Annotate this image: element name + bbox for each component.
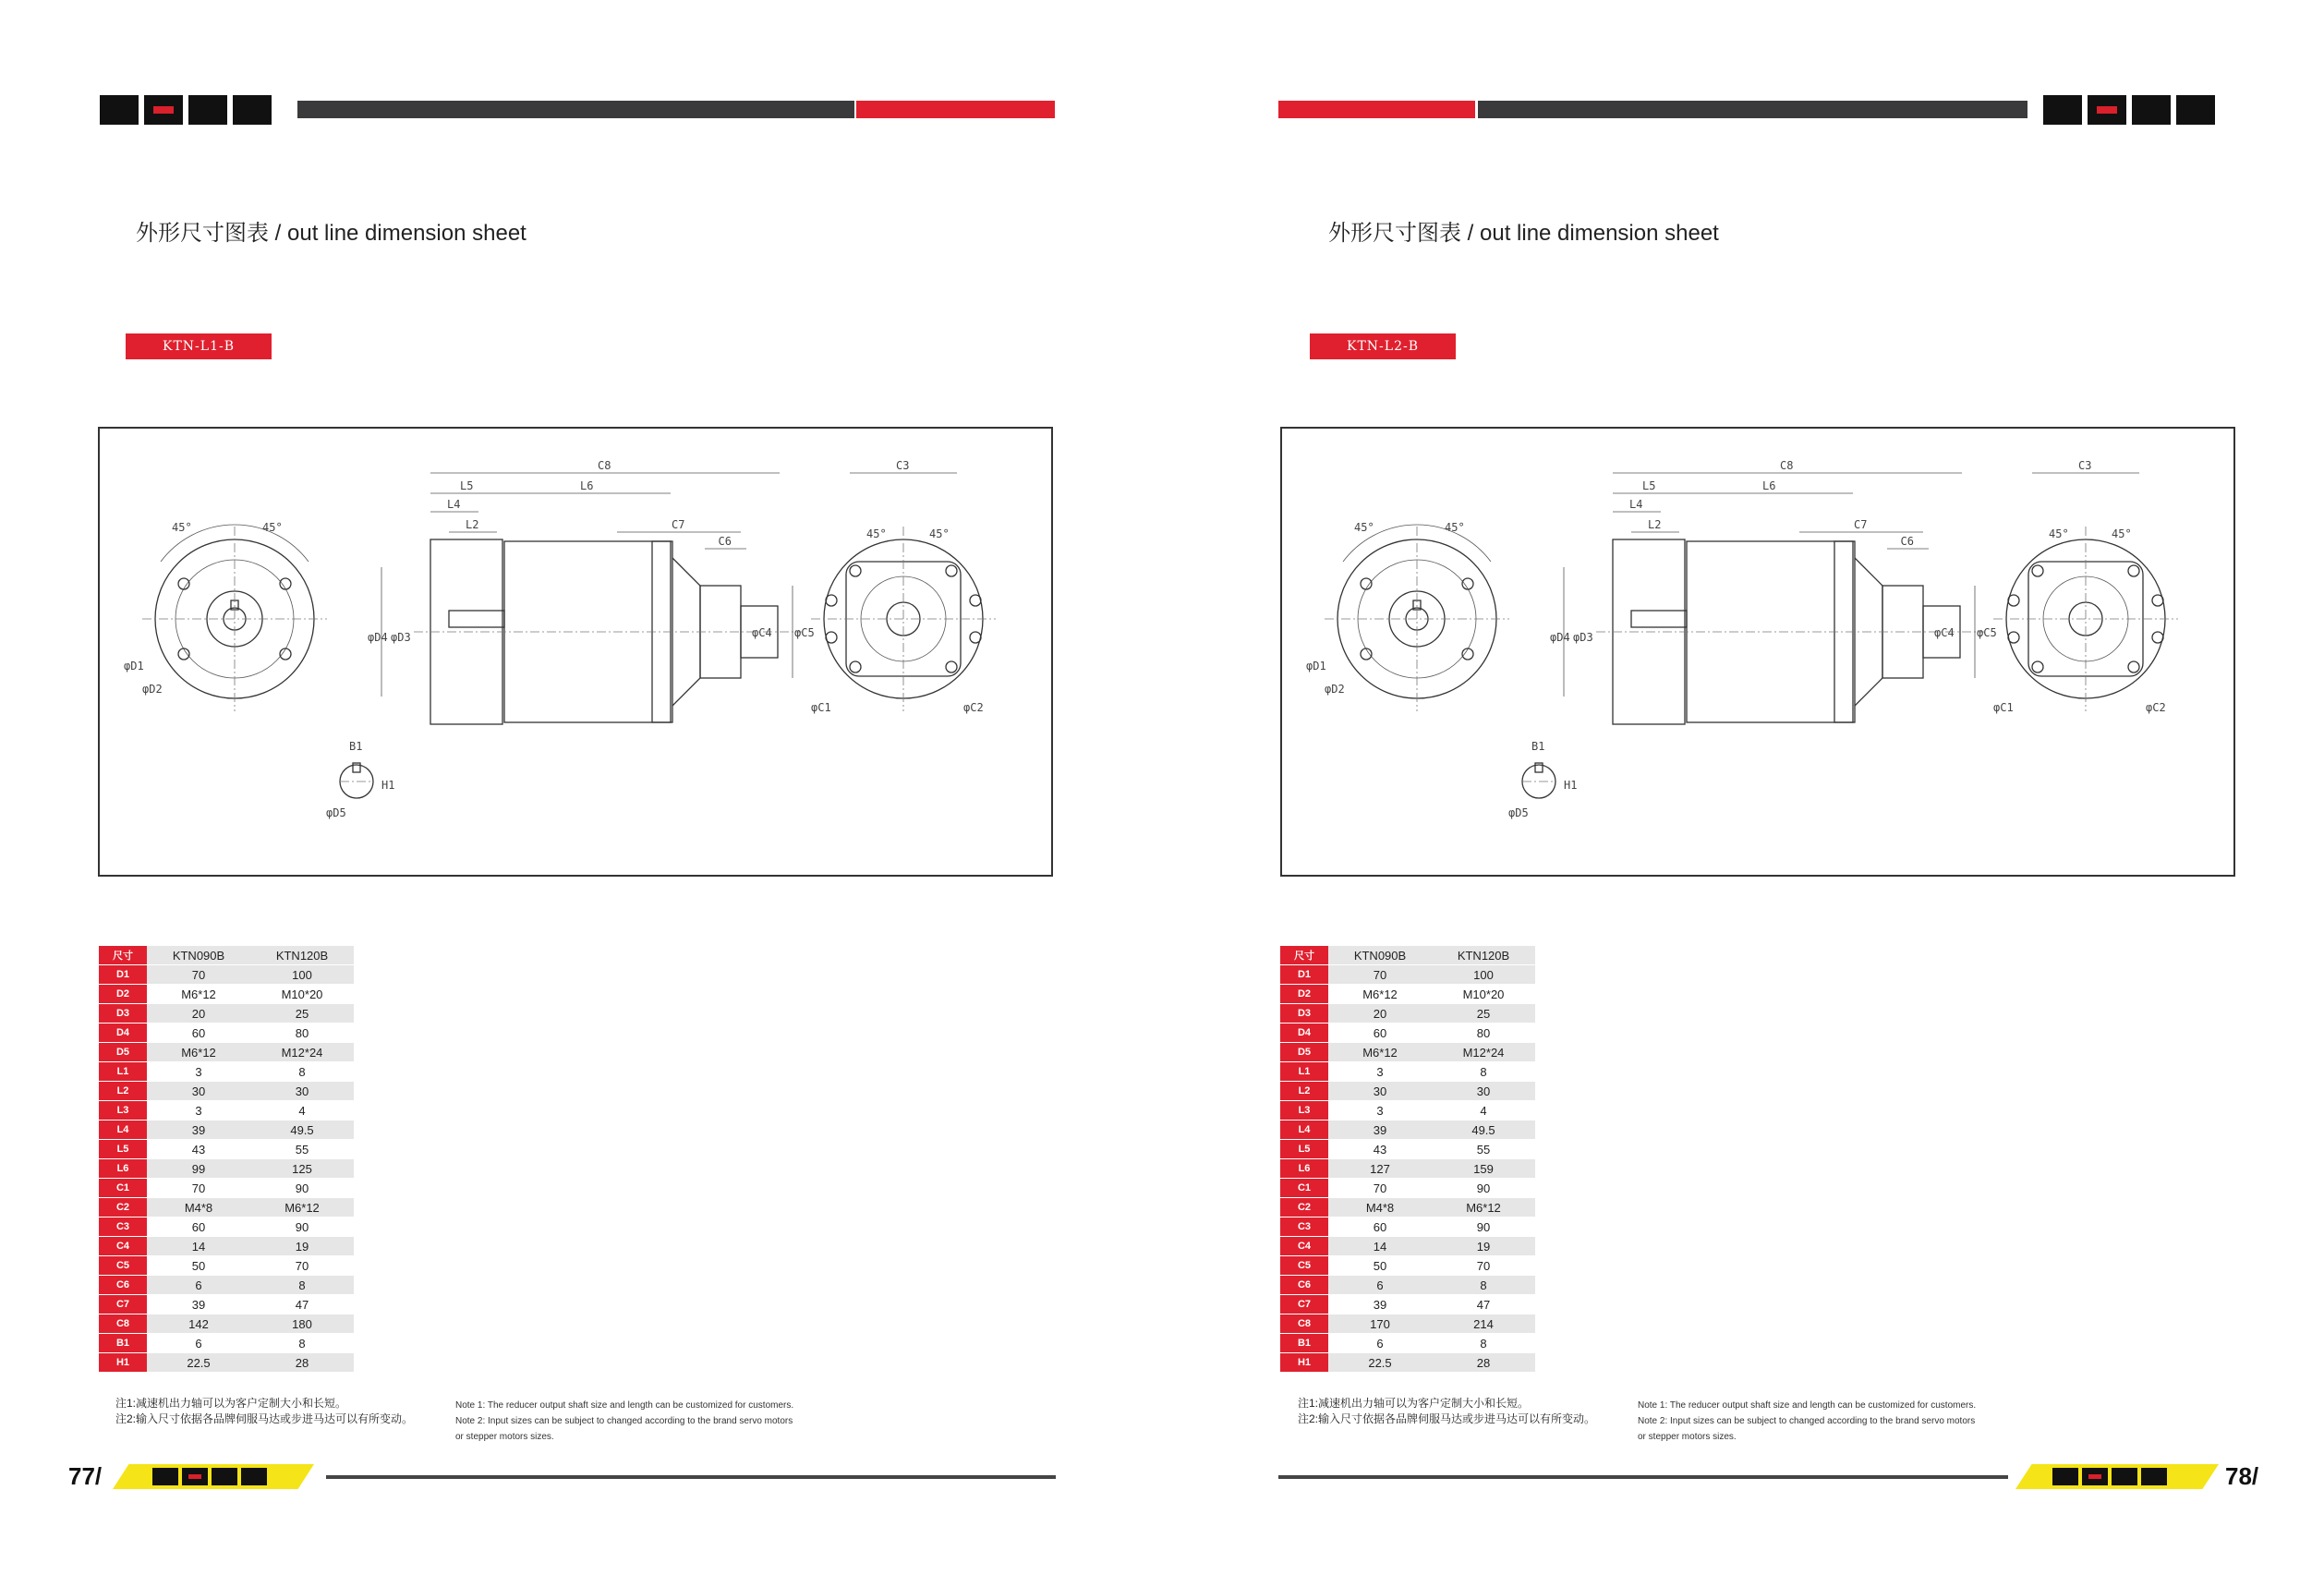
dim-label: L4	[447, 498, 461, 511]
bolt-hole	[946, 565, 957, 576]
dimension-table	[99, 946, 354, 1373]
table-row	[1280, 1004, 1535, 1024]
table-row	[99, 1276, 354, 1295]
dimension-key: B1	[1280, 1334, 1328, 1353]
dimension-value: 47	[1432, 1295, 1535, 1314]
dimension-value: 70	[147, 965, 250, 985]
dimension-value: M6*12	[250, 1198, 354, 1218]
footer-line	[326, 1475, 1056, 1479]
dimension-value: M12*24	[250, 1043, 354, 1062]
dimension-value: 39	[1328, 1295, 1432, 1314]
dimension-value: 70	[1328, 1179, 1432, 1198]
dimension-key: L3	[99, 1101, 147, 1121]
dimension-key: C3	[1280, 1218, 1328, 1237]
dimension-value: 28	[1432, 1353, 1535, 1373]
dimension-value: 22.5	[1328, 1353, 1432, 1373]
dimension-value: 3	[147, 1062, 250, 1082]
dimension-key: C2	[99, 1198, 147, 1218]
bolt-hole	[2032, 661, 2043, 672]
table-row	[99, 1314, 354, 1334]
feco-logo	[2043, 95, 2215, 125]
dimension-value: M6*12	[1328, 1043, 1432, 1062]
dimension-value: M10*20	[1432, 985, 1535, 1004]
table-header-cell: KTN090B	[147, 946, 250, 965]
angle-label: 45°	[1445, 521, 1465, 534]
dimension-value: 30	[250, 1082, 354, 1101]
dimension-key: D4	[1280, 1024, 1328, 1043]
model-tag: KTN-L1-B	[126, 333, 272, 359]
dimension-value: 60	[147, 1218, 250, 1237]
dimension-value: 127	[1328, 1159, 1432, 1179]
table-row	[1280, 1179, 1535, 1198]
dimension-value: 55	[250, 1140, 354, 1159]
dim-label-d1: φD1	[124, 660, 144, 672]
dimension-key: C1	[1280, 1179, 1328, 1198]
dimension-value: 19	[250, 1237, 354, 1256]
table-row	[99, 1353, 354, 1373]
dimension-value: 22.5	[147, 1353, 250, 1373]
dimension-value: 6	[147, 1276, 250, 1295]
dim-label-c2: φC2	[963, 701, 984, 714]
dim-label: L4	[1629, 498, 1643, 511]
bolt-hole	[1361, 578, 1372, 589]
table-row	[99, 1198, 354, 1218]
dim-label-c1: φC1	[1993, 701, 2014, 714]
dimension-value: 25	[1432, 1004, 1535, 1024]
bolt-hole	[1361, 648, 1372, 660]
dimension-value: 30	[1328, 1082, 1432, 1101]
section-title: 外形尺寸图表 / out line dimension sheet	[1328, 221, 1719, 246]
bolt-hole	[2152, 632, 2163, 643]
bolt-hole	[826, 632, 837, 643]
dimension-key: D5	[1280, 1043, 1328, 1062]
dim-label-c4: φC4	[1934, 626, 1955, 639]
dimension-key: B1	[99, 1334, 147, 1353]
bolt-hole	[2008, 632, 2019, 643]
dim-label: L6	[580, 479, 594, 492]
dim-label: L5	[460, 479, 474, 492]
footer-logo	[152, 1468, 267, 1485]
table-row	[99, 1218, 354, 1237]
dimension-value: 70	[147, 1179, 250, 1198]
dim-label-d1: φD1	[1306, 660, 1326, 672]
dim-label-d5: φD5	[326, 806, 346, 819]
dimension-value: 159	[1432, 1159, 1535, 1179]
dimension-key: D1	[1280, 965, 1328, 985]
table-row	[1280, 1218, 1535, 1237]
bolt-hole	[2128, 565, 2139, 576]
dimension-value: 8	[250, 1062, 354, 1082]
dim-label-d5: φD5	[1508, 806, 1529, 819]
dimension-value: 14	[147, 1237, 250, 1256]
dimension-key: C2	[1280, 1198, 1328, 1218]
dimension-key: L2	[99, 1082, 147, 1101]
bolt-hole	[850, 565, 861, 576]
angle-label: 45°	[172, 521, 192, 534]
page-number: 77/	[68, 1462, 103, 1490]
table-row	[99, 1140, 354, 1159]
dim-label-d2: φD2	[142, 683, 163, 696]
dimension-value: 14	[1328, 1237, 1432, 1256]
dimension-key: D3	[99, 1004, 147, 1024]
dim-label-d3: φD3	[1573, 631, 1593, 644]
dimension-value: 43	[147, 1140, 250, 1159]
note-en: Note 1: The reducer output shaft size and length can be customized for customers. Note 2: Input sizes can be subject to changed according to the brand servo motors or stepper motors sizes.	[1638, 1400, 1977, 1442]
dim-label: L2	[466, 518, 479, 531]
table-row	[1280, 1256, 1535, 1276]
dimension-value: 28	[250, 1353, 354, 1373]
bolt-hole	[850, 661, 861, 672]
dimension-key: H1	[1280, 1353, 1328, 1373]
dimension-key: L5	[1280, 1140, 1328, 1159]
dim-label-c4: φC4	[752, 626, 772, 639]
dimension-value: M6*12	[147, 1043, 250, 1062]
dimension-value: 90	[250, 1179, 354, 1198]
note-en: Note 1: The reducer output shaft size and length can be customized for customers. Note 2: Input sizes can be subject to changed according to the brand servo motors or stepper motors sizes.	[455, 1400, 794, 1442]
table-row	[1280, 1082, 1535, 1101]
dimension-key: L1	[99, 1062, 147, 1082]
footer-line	[1278, 1475, 2008, 1479]
table-row	[1280, 1237, 1535, 1256]
dim-label-c3: C3	[896, 459, 910, 472]
table-row	[1280, 985, 1535, 1004]
dimension-value: 8	[250, 1334, 354, 1353]
table-row	[99, 1062, 354, 1082]
dimension-value: 180	[250, 1314, 354, 1334]
dimension-value: 60	[1328, 1024, 1432, 1043]
dim-label: C6	[718, 535, 732, 548]
table-row	[1280, 1276, 1535, 1295]
dimension-value: 90	[250, 1218, 354, 1237]
table-row	[1280, 1101, 1535, 1121]
dimension-value: 43	[1328, 1140, 1432, 1159]
dimension-value: 125	[250, 1159, 354, 1179]
note-cn: 注1:减速机出力轴可以为客户定制大小和长短。 注2:输入尺寸依据各品牌伺服马达或步进马达可以有所变动。	[115, 1397, 414, 1425]
dimension-value: 90	[1432, 1179, 1535, 1198]
dimension-value: 3	[1328, 1062, 1432, 1082]
table-header-cell: KTN090B	[1328, 946, 1432, 965]
dimension-value: 49.5	[1432, 1121, 1535, 1140]
dimension-key: D1	[99, 965, 147, 985]
dimension-value: 20	[147, 1004, 250, 1024]
dim-label: C7	[1854, 518, 1868, 531]
dimension-value: 39	[1328, 1121, 1432, 1140]
dimension-drawing	[1280, 427, 2235, 877]
dimension-value: 142	[147, 1314, 250, 1334]
dimension-value: 25	[250, 1004, 354, 1024]
dimension-value: 19	[1432, 1237, 1535, 1256]
dim-label: C6	[1900, 535, 1914, 548]
dimension-key: L5	[99, 1140, 147, 1159]
dimension-value: 70	[250, 1256, 354, 1276]
dim-label: C8	[1780, 459, 1794, 472]
table-header-cell: 尺寸	[99, 946, 147, 965]
table-row	[1280, 965, 1535, 985]
model-tag: KTN-L2-B	[1310, 333, 1456, 359]
table-row	[1280, 1159, 1535, 1179]
dimension-key: L4	[1280, 1121, 1328, 1140]
page-78	[1162, 0, 2324, 1587]
input-key	[1631, 611, 1687, 627]
bolt-hole	[970, 595, 981, 606]
dimension-value: 55	[1432, 1140, 1535, 1159]
bolt-hole	[2032, 565, 2043, 576]
dim-label: L2	[1648, 518, 1662, 531]
dimension-value: M6*12	[1328, 985, 1432, 1004]
drawing-svg	[1282, 429, 2237, 878]
dimension-value: 47	[250, 1295, 354, 1314]
dimension-value: 8	[1432, 1276, 1535, 1295]
dimension-value: 6	[147, 1334, 250, 1353]
dimension-value: 30	[1432, 1082, 1535, 1101]
dimension-value: M6*12	[1432, 1198, 1535, 1218]
table-row	[99, 1101, 354, 1121]
dimension-key: C8	[1280, 1314, 1328, 1334]
angle-label: 45°	[262, 521, 283, 534]
dimension-value: 100	[250, 965, 354, 985]
dimension-key: L3	[1280, 1101, 1328, 1121]
dim-label-c1: φC1	[811, 701, 831, 714]
feco-logo	[100, 95, 272, 125]
dimension-key: L6	[1280, 1159, 1328, 1179]
dim-label-d3: φD3	[391, 631, 411, 644]
table-header-cell: KTN120B	[1432, 946, 1535, 965]
dim-label-c5: φC5	[1977, 626, 1997, 639]
dimension-key: C7	[99, 1295, 147, 1314]
dimension-key: H1	[99, 1353, 147, 1373]
table-row	[99, 1159, 354, 1179]
dimension-value: 3	[1328, 1101, 1432, 1121]
dimension-key: C6	[1280, 1276, 1328, 1295]
dim-label: L5	[1642, 479, 1656, 492]
bolt-hole	[970, 632, 981, 643]
dimension-value: 8	[1432, 1334, 1535, 1353]
dim-label-c3: C3	[2078, 459, 2092, 472]
dimension-value: M4*8	[1328, 1198, 1432, 1218]
dimension-value: 90	[1432, 1218, 1535, 1237]
dim-label-h1: H1	[1564, 779, 1578, 792]
bolt-hole	[1462, 578, 1473, 589]
dimension-key: C1	[99, 1179, 147, 1198]
table-row	[1280, 1043, 1535, 1062]
dimension-value: 80	[1432, 1024, 1535, 1043]
table-row	[1280, 1062, 1535, 1082]
table-row	[99, 1237, 354, 1256]
dimension-value: 39	[147, 1121, 250, 1140]
dimension-value: 80	[250, 1024, 354, 1043]
bolt-hole	[2008, 595, 2019, 606]
dimension-value: 6	[1328, 1276, 1432, 1295]
dimension-value: 70	[1432, 1256, 1535, 1276]
dimension-value: 3	[147, 1101, 250, 1121]
table-row	[1280, 1314, 1535, 1334]
dimension-value: 4	[1432, 1101, 1535, 1121]
table-row	[1280, 1295, 1535, 1314]
dimension-value: 8	[1432, 1062, 1535, 1082]
table-header-row	[99, 946, 354, 965]
dimension-value: 170	[1328, 1314, 1432, 1334]
dimension-key: L2	[1280, 1082, 1328, 1101]
dimension-key: D2	[1280, 985, 1328, 1004]
angle-label: 45°	[2112, 527, 2132, 540]
table-row	[99, 1082, 354, 1101]
bolt-hole	[280, 648, 291, 660]
dimension-value: 6	[1328, 1334, 1432, 1353]
dimension-value: 50	[147, 1256, 250, 1276]
note-cn: 注1:减速机出力轴可以为客户定制大小和长短。 注2:输入尺寸依据各品牌伺服马达或步进马达可以有所变动。	[1298, 1397, 1596, 1425]
dimension-drawing	[98, 427, 1053, 877]
table-header-cell: 尺寸	[1280, 946, 1328, 965]
dim-label: L6	[1762, 479, 1776, 492]
bolt-hole	[2128, 661, 2139, 672]
table-row	[99, 1179, 354, 1198]
bolt-hole	[280, 578, 291, 589]
header-bar-red	[1278, 101, 1475, 118]
table-row	[1280, 1198, 1535, 1218]
dimension-key: C8	[99, 1314, 147, 1334]
dimension-value: 30	[147, 1082, 250, 1101]
dim-label-c2: φC2	[2146, 701, 2166, 714]
header-bar-dark	[1478, 101, 2027, 118]
dim-label-h1: H1	[381, 779, 395, 792]
bolt-hole	[946, 661, 957, 672]
bolt-hole	[178, 578, 189, 589]
dimension-value: 4	[250, 1101, 354, 1121]
dimension-value: 70	[1328, 965, 1432, 985]
dimension-key: C6	[99, 1276, 147, 1295]
dimension-value: 60	[1328, 1218, 1432, 1237]
dimension-key: C7	[1280, 1295, 1328, 1314]
dim-label-d4: φD4	[1550, 631, 1570, 644]
dim-label-c5: φC5	[794, 626, 815, 639]
dimension-value: 99	[147, 1159, 250, 1179]
table-row	[99, 1004, 354, 1024]
dim-label: C7	[672, 518, 685, 531]
bolt-hole	[2152, 595, 2163, 606]
dimension-value: M6*12	[147, 985, 250, 1004]
table-row	[99, 1295, 354, 1314]
dimension-value: 39	[147, 1295, 250, 1314]
dimension-value: 8	[250, 1276, 354, 1295]
bolt-hole	[178, 648, 189, 660]
dim-label-b1: B1	[1531, 740, 1545, 753]
table-row	[99, 985, 354, 1004]
bolt-hole	[1462, 648, 1473, 660]
footer-logo	[2052, 1468, 2167, 1485]
table-row	[99, 1043, 354, 1062]
header-bar-red	[856, 101, 1055, 118]
dim-label-d4: φD4	[368, 631, 388, 644]
dimension-key: D4	[99, 1024, 147, 1043]
dimension-value: 60	[147, 1024, 250, 1043]
dimension-key: D5	[99, 1043, 147, 1062]
dimension-key: C3	[99, 1218, 147, 1237]
table-row	[1280, 1140, 1535, 1159]
dimension-value: M12*24	[1432, 1043, 1535, 1062]
dimension-key: L1	[1280, 1062, 1328, 1082]
angle-label: 45°	[929, 527, 950, 540]
table-header-row	[1280, 946, 1535, 965]
table-row	[1280, 1334, 1535, 1353]
dim-label-d2: φD2	[1325, 683, 1345, 696]
dimension-key: C4	[99, 1237, 147, 1256]
dim-label: C8	[598, 459, 611, 472]
table-row	[1280, 1121, 1535, 1140]
table-row	[99, 1334, 354, 1353]
table-header-cell: KTN120B	[250, 946, 354, 965]
table-row	[99, 1121, 354, 1140]
header-bar-dark	[297, 101, 854, 118]
dimension-value: 214	[1432, 1314, 1535, 1334]
page-number: 78/	[2225, 1462, 2259, 1490]
table-row	[99, 1024, 354, 1043]
angle-label: 45°	[1354, 521, 1374, 534]
dimension-value: 20	[1328, 1004, 1432, 1024]
table-row	[99, 965, 354, 985]
dimension-value: 49.5	[250, 1121, 354, 1140]
drawing-svg	[100, 429, 1055, 878]
dimension-key: C5	[99, 1256, 147, 1276]
table-row	[99, 1256, 354, 1276]
bolt-hole	[826, 595, 837, 606]
section-title: 外形尺寸图表 / out line dimension sheet	[136, 221, 527, 246]
dim-label-b1: B1	[349, 740, 363, 753]
angle-label: 45°	[2049, 527, 2069, 540]
dimension-value: 50	[1328, 1256, 1432, 1276]
table-row	[1280, 1353, 1535, 1373]
dimension-value: M4*8	[147, 1198, 250, 1218]
dimension-key: L6	[99, 1159, 147, 1179]
dimension-table	[1280, 946, 1535, 1373]
dimension-key: D3	[1280, 1004, 1328, 1024]
dimension-key: D2	[99, 985, 147, 1004]
dimension-key: L4	[99, 1121, 147, 1140]
dimension-value: 100	[1432, 965, 1535, 985]
angle-label: 45°	[866, 527, 887, 540]
dimension-value: M10*20	[250, 985, 354, 1004]
input-key	[449, 611, 504, 627]
dimension-key: C5	[1280, 1256, 1328, 1276]
table-row	[1280, 1024, 1535, 1043]
dimension-key: C4	[1280, 1237, 1328, 1256]
